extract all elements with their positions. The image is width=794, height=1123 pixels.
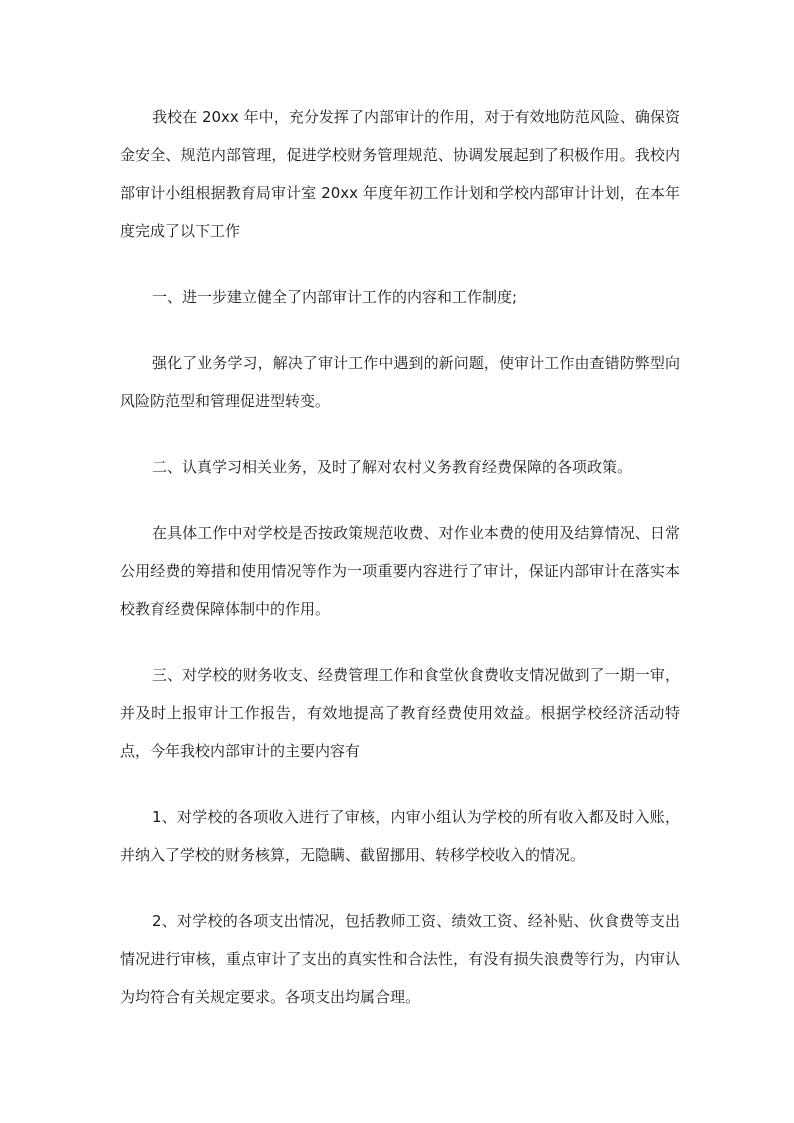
paragraph-study: 强化了业务学习，解决了审计工作中遇到的新问题，使审计工作由查错防弊型向风险防范型和管理促进型转变。	[120, 354, 680, 410]
paragraph-expense-audit: 2、对学校的各项支出情况，包括教师工资、绩效工资、经补贴、伙食费等支出情况进行审核，重点审计了支出的真实性和合法性，有没有损失浪费等行为，内审认为均符合有关规定要求。各项支出均属合理。	[120, 912, 680, 1006]
paragraph-heading-three: 三、对学校的财务收支、经费管理工作和食堂伙食费收支情况做到了一期一审，并及时上报审计工作报告，有效地提高了教育经费使用效益。根据学校经济活动特点，今年我校内部审计的主要内容有	[120, 666, 680, 760]
paragraph-heading-two: 二、认真学习相关业务，及时了解对农村义务教育经费保障的各项政策。	[152, 458, 633, 476]
paragraph-heading-one: 一、进一步建立健全了内部审计工作的内容和工作制度;	[152, 288, 518, 306]
paragraph-income-audit: 1、对学校的各项收入进行了审核，内审小组认为学校的所有收入都及时入账，并纳入了学校的财务核算，无隐瞒、截留挪用、转移学校收入的情况。	[120, 808, 680, 864]
paragraph-intro: 我校在 20xx 年中，充分发挥了内部审计的作用，对于有效地防范风险、确保资金安全、规范内部管理，促进学校财务管理规范、协调发展起到了积极作用。我校内部审计小组根据教育局审计室 20xx 年度年初工作计划和学校内部审计计划，在本年度完成了以下工作	[120, 108, 680, 240]
document-body	[120, 98, 680, 1044]
paragraph-policy-audit: 在具体工作中对学校是否按政策规范收费、对作业本费的使用及结算情况、日常公用经费的筹措和使用情况等作为一项重要内容进行了审计，保证内部审计在落实本校教育经费保障体制中的作用。	[120, 524, 680, 618]
